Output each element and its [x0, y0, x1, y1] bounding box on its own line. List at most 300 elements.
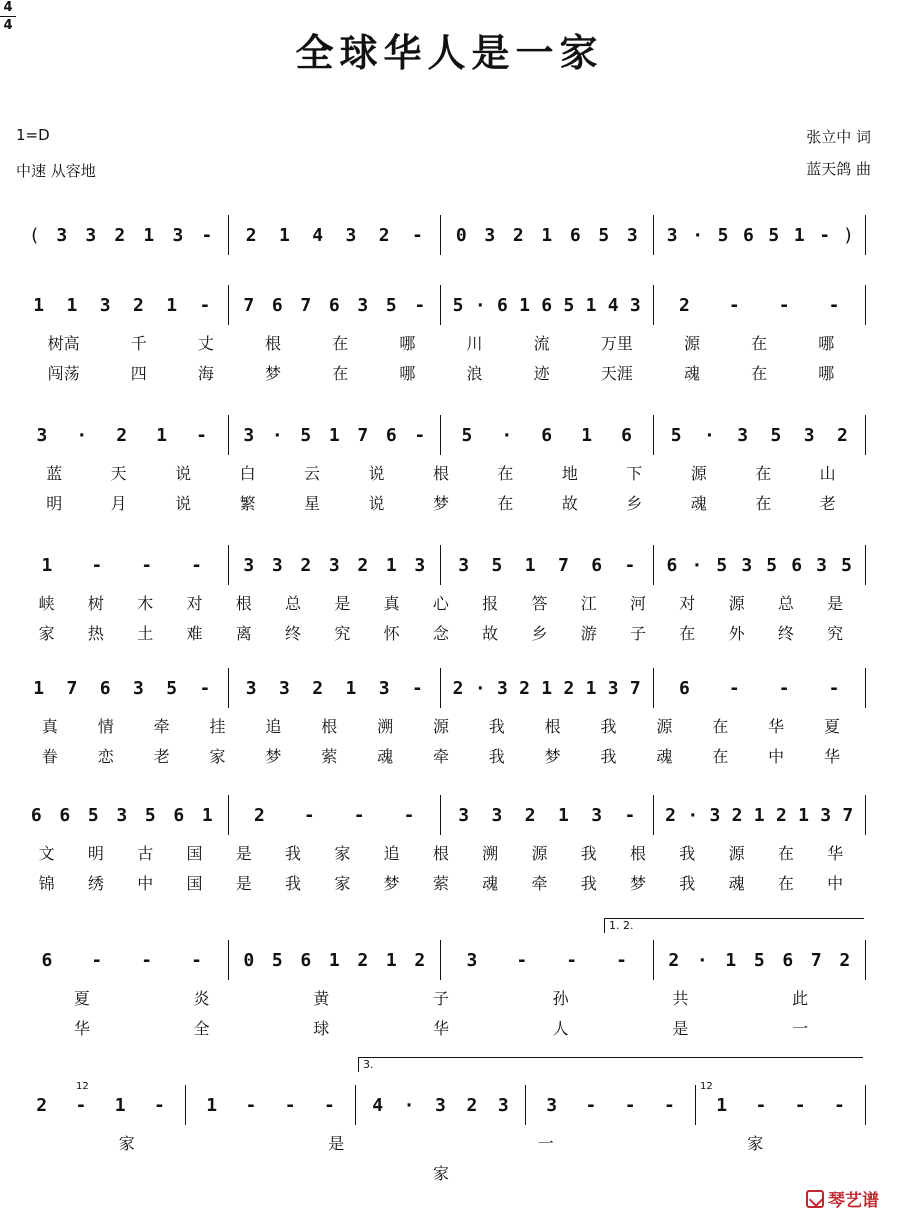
lyric-word: 此	[792, 989, 809, 1008]
lyric-cell	[16, 871, 866, 895]
note: 5	[598, 224, 610, 246]
lyric-word: 云	[304, 464, 321, 483]
note: 3	[458, 804, 470, 826]
note: ·	[474, 294, 486, 316]
notation-line	[16, 285, 866, 325]
note: -	[819, 224, 831, 246]
lyric-word: 根	[630, 844, 647, 863]
lyric-word: 眷	[41, 747, 58, 766]
note: 1	[385, 949, 397, 971]
note: 1	[33, 294, 45, 316]
note: -	[245, 1094, 257, 1116]
lyric-word: 繁	[239, 494, 256, 513]
lyric-word: 在	[755, 494, 772, 513]
note: 2	[116, 424, 128, 446]
note: 7	[810, 949, 822, 971]
note: 1	[206, 1094, 218, 1116]
note: 2	[775, 804, 787, 826]
note: 6	[541, 294, 553, 316]
note: 5	[563, 294, 575, 316]
note: -	[191, 949, 202, 971]
measure	[441, 215, 654, 255]
lyric-word: 炎	[193, 989, 210, 1008]
lyric-word: 哪	[399, 334, 416, 353]
lyric-word: 江	[580, 594, 597, 613]
note: -	[414, 294, 426, 316]
note: 3	[497, 1094, 509, 1116]
lyric-word: 心	[432, 594, 449, 613]
lyric-word: 月	[110, 494, 127, 513]
lyric-cell	[16, 331, 866, 355]
note: 6	[30, 804, 42, 826]
lyric-word: 家	[747, 1134, 764, 1153]
note: ·	[76, 424, 88, 446]
lyric-line	[16, 871, 866, 895]
note: 6	[59, 804, 71, 826]
lyric-word: 是	[235, 874, 252, 893]
note: 2	[731, 804, 743, 826]
time-signature-bottom: 4	[3, 18, 13, 33]
note: 1	[41, 554, 53, 576]
note: 3	[816, 554, 828, 576]
lyric-word: 溯	[482, 844, 499, 863]
measure	[654, 795, 867, 835]
lyric-word: 家	[432, 1164, 449, 1183]
lyric-cell	[16, 1161, 866, 1185]
lyric-word: 终	[777, 624, 794, 643]
lyric-word: 难	[186, 624, 203, 643]
lyric-word: 家	[118, 1134, 135, 1153]
lyric-word: 在	[777, 844, 794, 863]
lyric-word: 故	[561, 494, 578, 513]
note: 3	[56, 224, 68, 246]
note: 3	[607, 677, 619, 699]
note: -	[196, 424, 207, 446]
note: 1	[557, 804, 569, 826]
note: -	[199, 294, 211, 316]
lyric-word: 故	[482, 624, 499, 643]
lyric-word: 在	[755, 464, 772, 483]
note: 5	[144, 804, 156, 826]
lyric-word: 总	[285, 594, 302, 613]
note: 1	[143, 224, 155, 246]
lyric-word: 根	[544, 717, 561, 736]
lyric-word: 离	[235, 624, 252, 643]
note: -	[728, 294, 740, 316]
note: 1	[385, 554, 397, 576]
lyric-word: 乡	[626, 494, 643, 513]
note: -	[616, 949, 627, 971]
note: 3	[709, 804, 721, 826]
note: 5	[461, 424, 473, 446]
note: 2	[36, 1094, 48, 1116]
lyric-word: 白	[239, 464, 256, 483]
note: -	[624, 1094, 636, 1116]
notation-line	[16, 795, 866, 835]
lyric-word: 人	[552, 1019, 569, 1038]
lyric-word: 是	[235, 844, 252, 863]
lyric-word: 家	[209, 747, 226, 766]
lyric-word: 流	[533, 334, 550, 353]
note: 6	[743, 224, 754, 246]
lyric-word: 迹	[533, 364, 550, 383]
note: -	[828, 294, 840, 316]
note: 7	[557, 554, 569, 576]
notation-line	[16, 668, 866, 708]
measure-group	[16, 795, 866, 835]
note: ·	[703, 424, 715, 446]
lyric-word: 文	[38, 844, 55, 863]
note: 1	[798, 804, 809, 826]
measure	[16, 545, 229, 585]
measure	[356, 1085, 526, 1125]
note: -	[199, 677, 211, 699]
lyric-word: 球	[313, 1019, 330, 1038]
note: 3	[245, 677, 257, 699]
note: 3	[741, 554, 753, 576]
volta-ending: 3.	[358, 1057, 863, 1072]
lyric-word: 古	[137, 844, 154, 863]
note: -	[75, 1094, 87, 1116]
lyric-word: 峡	[38, 594, 55, 613]
lyric-word: 梦	[544, 747, 561, 766]
measure	[526, 1085, 696, 1125]
note: ·	[691, 554, 703, 576]
lyric-word: 我	[679, 874, 696, 893]
lyric-word: 说	[175, 494, 192, 513]
measure-group	[16, 545, 866, 585]
lyric-word: 下	[626, 464, 643, 483]
note: 2	[114, 224, 126, 246]
lyric-word: 千	[130, 334, 147, 353]
note: 5	[768, 224, 780, 246]
lyric-word: 源	[531, 844, 548, 863]
lyric-word: 丈	[197, 334, 214, 353]
note: 1	[33, 677, 45, 699]
note: 5	[753, 949, 765, 971]
note: -	[566, 949, 578, 971]
lyric-word: 在	[332, 334, 349, 353]
note: 6	[666, 554, 678, 576]
lyric-word: 国	[186, 874, 203, 893]
lyric-word: 在	[712, 717, 729, 736]
lyric-word: 子	[432, 989, 449, 1008]
note: 4	[607, 294, 619, 316]
lyricist-credit: 张立中 词	[806, 128, 871, 146]
notation-line	[16, 1085, 866, 1125]
note: -	[794, 1094, 806, 1116]
lyric-word: 四	[130, 364, 147, 383]
note: 5	[841, 554, 852, 576]
lyric-word: 在	[497, 494, 514, 513]
note: 1	[345, 677, 357, 699]
note: ·	[696, 949, 708, 971]
measure	[654, 940, 867, 980]
measure	[654, 415, 867, 455]
note: 2	[519, 677, 530, 699]
note: ·	[501, 424, 513, 446]
note: -	[755, 1094, 767, 1116]
lyric-word: 在	[777, 874, 794, 893]
lyric-word: 源	[728, 844, 745, 863]
note: 3	[546, 1094, 558, 1116]
lyric-word: 华	[432, 1019, 449, 1038]
measure	[16, 1085, 186, 1125]
measure	[229, 545, 442, 585]
lyric-line	[16, 841, 866, 865]
note: -	[403, 804, 415, 826]
lyric-cell	[16, 714, 866, 738]
lyric-word: 是	[827, 594, 844, 613]
note: -	[141, 554, 153, 576]
note: -	[624, 804, 636, 826]
measure	[16, 215, 229, 255]
lyric-word: 我	[285, 844, 302, 863]
lyric-word: 根	[432, 844, 449, 863]
song-title: 全球华人是一家	[295, 30, 604, 75]
lyric-word: 魂	[656, 747, 673, 766]
note: 3	[626, 224, 638, 246]
lyric-line	[16, 621, 866, 645]
lyric-word: 子	[630, 624, 647, 643]
note: -	[585, 1094, 597, 1116]
lyric-word: 源	[432, 717, 449, 736]
grace-note: 12	[700, 1081, 713, 1092]
note: -	[353, 804, 365, 826]
note: ·	[687, 804, 699, 826]
note: 3	[116, 804, 128, 826]
measure-group	[16, 415, 866, 455]
lyric-cell	[16, 591, 866, 615]
lyric-line	[16, 1131, 866, 1155]
note: 3	[820, 804, 832, 826]
lyric-word: 真	[41, 717, 58, 736]
lyric-word: 明	[87, 844, 104, 863]
note: -	[284, 1094, 296, 1116]
note: 1	[541, 224, 553, 246]
note: 2	[245, 224, 257, 246]
lyric-word: 共	[672, 989, 689, 1008]
lyric-word: 在	[679, 624, 696, 643]
lyric-cell	[16, 491, 866, 515]
lyric-word: 一	[537, 1134, 554, 1153]
lyric-word: 真	[383, 594, 400, 613]
grace-note: 12	[76, 1081, 89, 1092]
note: 3	[414, 554, 426, 576]
lyric-word: 在	[332, 364, 349, 383]
note: 1	[328, 424, 340, 446]
note: 3	[328, 554, 340, 576]
note: 5	[491, 554, 503, 576]
lyric-word: 川	[466, 334, 483, 353]
lyric-word: 魂	[482, 874, 499, 893]
note: 2	[836, 424, 848, 446]
lyric-word: 中	[768, 747, 785, 766]
logo-icon	[806, 1190, 824, 1208]
lyric-word: 锦	[38, 874, 55, 893]
logo-text: 琴艺谱	[828, 1191, 879, 1211]
lyric-word: 老	[153, 747, 170, 766]
measure	[441, 940, 654, 980]
note: 3	[466, 949, 478, 971]
note: -	[828, 677, 840, 699]
note: -	[91, 949, 103, 971]
lyric-word: 海	[197, 364, 214, 383]
composer-credit: 蓝天鸽 曲	[806, 160, 871, 178]
lyric-word: 说	[175, 464, 192, 483]
measure	[229, 215, 442, 255]
note: -	[323, 1094, 335, 1116]
lyric-word: 浪	[466, 364, 483, 383]
note: -	[91, 554, 103, 576]
lyric-word: 闯荡	[47, 364, 80, 383]
lyric-word: 夏	[823, 717, 840, 736]
lyric-word: 挂	[209, 717, 226, 736]
note: 3	[591, 804, 603, 826]
lyric-word: 是	[334, 594, 351, 613]
note: 3	[36, 424, 48, 446]
note: 2	[300, 554, 312, 576]
lyric-word: 念	[432, 624, 449, 643]
note: 4	[312, 224, 324, 246]
note: 7	[300, 294, 312, 316]
measure	[229, 668, 442, 708]
lyric-word: 梦	[383, 874, 400, 893]
note: 0	[243, 949, 255, 971]
note: 1	[156, 424, 168, 446]
lyric-word: 哪	[399, 364, 416, 383]
lyric-line	[16, 491, 866, 515]
measure	[654, 668, 867, 708]
note: 3	[435, 1094, 446, 1116]
lyric-line	[16, 331, 866, 355]
notation-line	[16, 940, 866, 980]
lyric-word: 夏	[73, 989, 90, 1008]
measure	[16, 415, 229, 455]
note: 3	[243, 554, 255, 576]
measure	[696, 1085, 866, 1125]
measure	[229, 940, 442, 980]
lyric-word: 对	[679, 594, 696, 613]
note: 3	[278, 677, 290, 699]
lyric-word: 天涯	[600, 364, 633, 383]
note: 2	[668, 949, 680, 971]
lyric-word: 牵	[432, 747, 449, 766]
note: 1	[725, 949, 737, 971]
lyric-line	[16, 361, 866, 385]
note: 1	[585, 677, 597, 699]
site-logo	[806, 1186, 879, 1211]
lyric-word: 在	[712, 747, 729, 766]
lyric-word: 游	[580, 624, 597, 643]
note: 3	[85, 224, 97, 246]
lyric-word: 根	[321, 717, 338, 736]
lyric-word: 怀	[383, 624, 400, 643]
lyric-word: 说	[368, 494, 385, 513]
note: -	[201, 224, 213, 246]
note: 5	[166, 677, 178, 699]
lyric-word: 我	[488, 717, 505, 736]
note: 6	[541, 424, 553, 446]
lyric-word: 外	[728, 624, 745, 643]
measure	[441, 795, 654, 835]
lyric-word: 哪	[818, 334, 835, 353]
note: 6	[782, 949, 794, 971]
note: 3	[357, 294, 369, 316]
lyric-word: 究	[334, 624, 351, 643]
note: 7	[842, 804, 854, 826]
lyric-word: 我	[488, 747, 505, 766]
note: 7	[66, 677, 78, 699]
lyric-word: 是	[328, 1134, 345, 1153]
note: 1	[66, 294, 78, 316]
lyric-word: 梦	[630, 874, 647, 893]
lyric-word: 家	[38, 624, 55, 643]
lyric-word: 溯	[377, 717, 394, 736]
lyric-word: 我	[679, 844, 696, 863]
note: -	[778, 294, 790, 316]
note: 5	[271, 949, 283, 971]
lyric-word: 我	[600, 747, 617, 766]
note: 1	[581, 424, 593, 446]
lyric-word: 梦	[432, 494, 449, 513]
lyric-word: 我	[580, 874, 597, 893]
lyric-line	[16, 714, 866, 738]
lyric-word: 萦	[432, 874, 449, 893]
note: 3	[484, 224, 496, 246]
measure	[441, 545, 654, 585]
lyric-word: 牵	[531, 874, 548, 893]
measure	[229, 415, 442, 455]
measure-group	[16, 215, 866, 255]
lyric-word: 乡	[531, 624, 548, 643]
lyric-cell	[16, 621, 866, 645]
lyric-word: 追	[265, 717, 282, 736]
note: 2	[378, 224, 390, 246]
lyric-word: 黄	[313, 989, 330, 1008]
note: ·	[474, 677, 486, 699]
note: ·	[403, 1094, 415, 1116]
lyric-word: 对	[186, 594, 203, 613]
note: 3	[132, 677, 144, 699]
lyric-line	[16, 986, 866, 1010]
lyric-word: 中	[137, 874, 154, 893]
lyric-word: 答	[531, 594, 548, 613]
lyric-word: 在	[497, 464, 514, 483]
note: -	[191, 554, 202, 576]
key-signature: 1=D	[16, 126, 50, 144]
lyric-word: 全	[193, 1019, 210, 1038]
note: 2	[414, 949, 426, 971]
lyric-word: 追	[383, 844, 400, 863]
note: 3	[243, 424, 255, 446]
lyric-word: 星	[304, 494, 321, 513]
note: 6	[271, 294, 283, 316]
lyric-word: 山	[819, 464, 836, 483]
note: 6	[591, 554, 603, 576]
note: 4	[372, 1094, 384, 1116]
lyric-word: 国	[186, 844, 203, 863]
note: 6	[41, 949, 53, 971]
note: 1	[166, 294, 178, 316]
measure-group	[16, 668, 866, 708]
measure-group	[16, 940, 866, 980]
note: 2	[665, 804, 676, 826]
note: 5	[87, 804, 99, 826]
notation-line	[16, 215, 866, 255]
lyric-word: 万里	[600, 334, 633, 353]
note: 6	[385, 424, 397, 446]
